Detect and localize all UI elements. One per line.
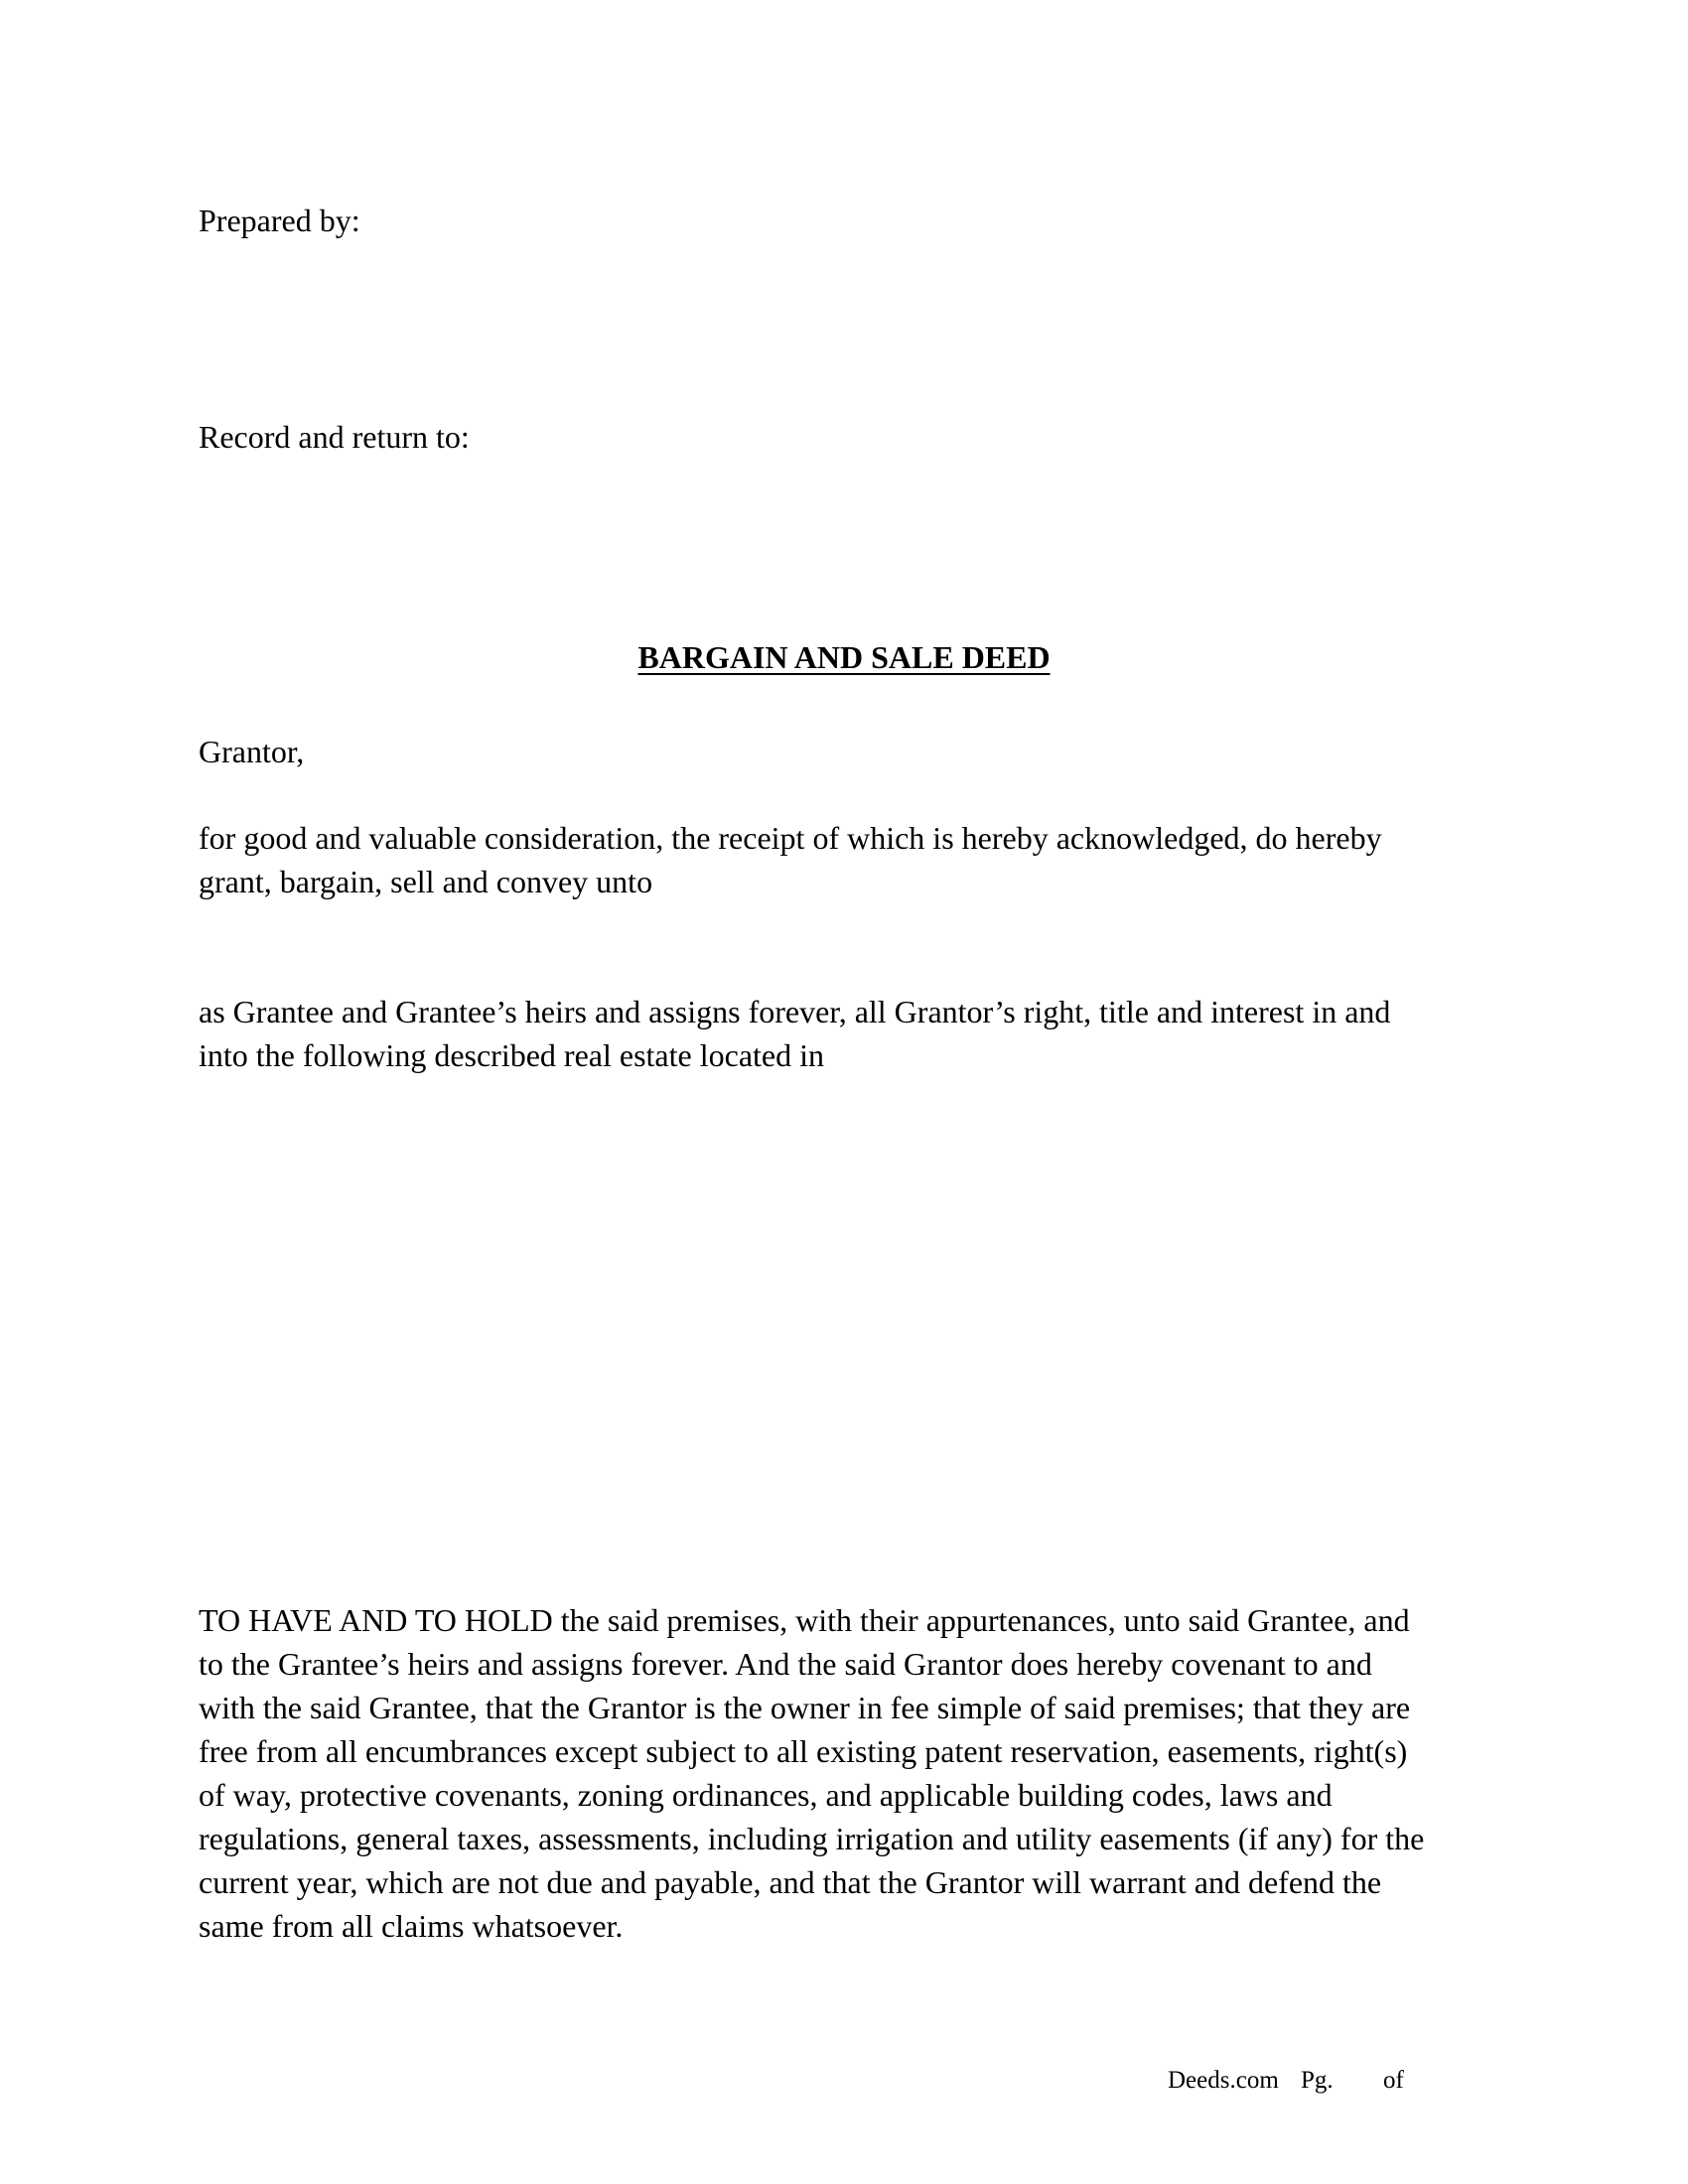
grantee-line: into the following described real estate located in [199, 1037, 824, 1073]
record-and-return-label: Record and return to: [199, 419, 470, 455]
habendum-line: current year, which are not due and payable, and that the Grantor will warrant and defend the [199, 1864, 1382, 1900]
habendum-line: TO HAVE AND TO HOLD the said premises, with their appurtenances, unto said Grantee, and [199, 1602, 1410, 1638]
habendum-line: with the said Grantee, that the Grantor is the owner in fee simple of said premises; that they are [199, 1690, 1411, 1725]
grantor-label: Grantor, [199, 734, 305, 769]
habendum-line: free from all encumbrances except subject to all existing patent reservation, easements, right(s) [199, 1733, 1408, 1769]
prepared-by-label: Prepared by: [199, 203, 360, 238]
page-footer [1168, 2063, 1404, 2099]
footer-brand: Deeds.com [1168, 2067, 1279, 2094]
consideration-line: for good and valuable consideration, the receipt of which is hereby acknowledged, do hereby [199, 820, 1382, 856]
habendum-line: of way, protective covenants, zoning ordinances, and applicable building codes, laws and [199, 1777, 1333, 1813]
grantee-line: as Grantee and Grantee’s heirs and assigns forever, all Grantor’s right, title and interest in and [199, 994, 1391, 1029]
footer-page-label: Pg. [1301, 2067, 1334, 2094]
footer-of-label: of [1382, 2067, 1404, 2094]
grantee-paragraph [199, 990, 1499, 1077]
habendum-line: to the Grantee’s heirs and assigns forever. And the said Grantor does hereby covenant to and [199, 1646, 1372, 1682]
habendum-line: same from all claims whatsoever. [199, 1908, 624, 1944]
deed-title: BARGAIN AND SALE DEED [637, 639, 1051, 675]
habendum-line: regulations, general taxes, assessments, including irrigation and utility easements (if any) for the [199, 1821, 1425, 1856]
consideration-line: grant, bargain, sell and convey unto [199, 864, 653, 899]
consideration-paragraph [199, 816, 1499, 903]
habendum-paragraph [199, 1598, 1499, 1948]
